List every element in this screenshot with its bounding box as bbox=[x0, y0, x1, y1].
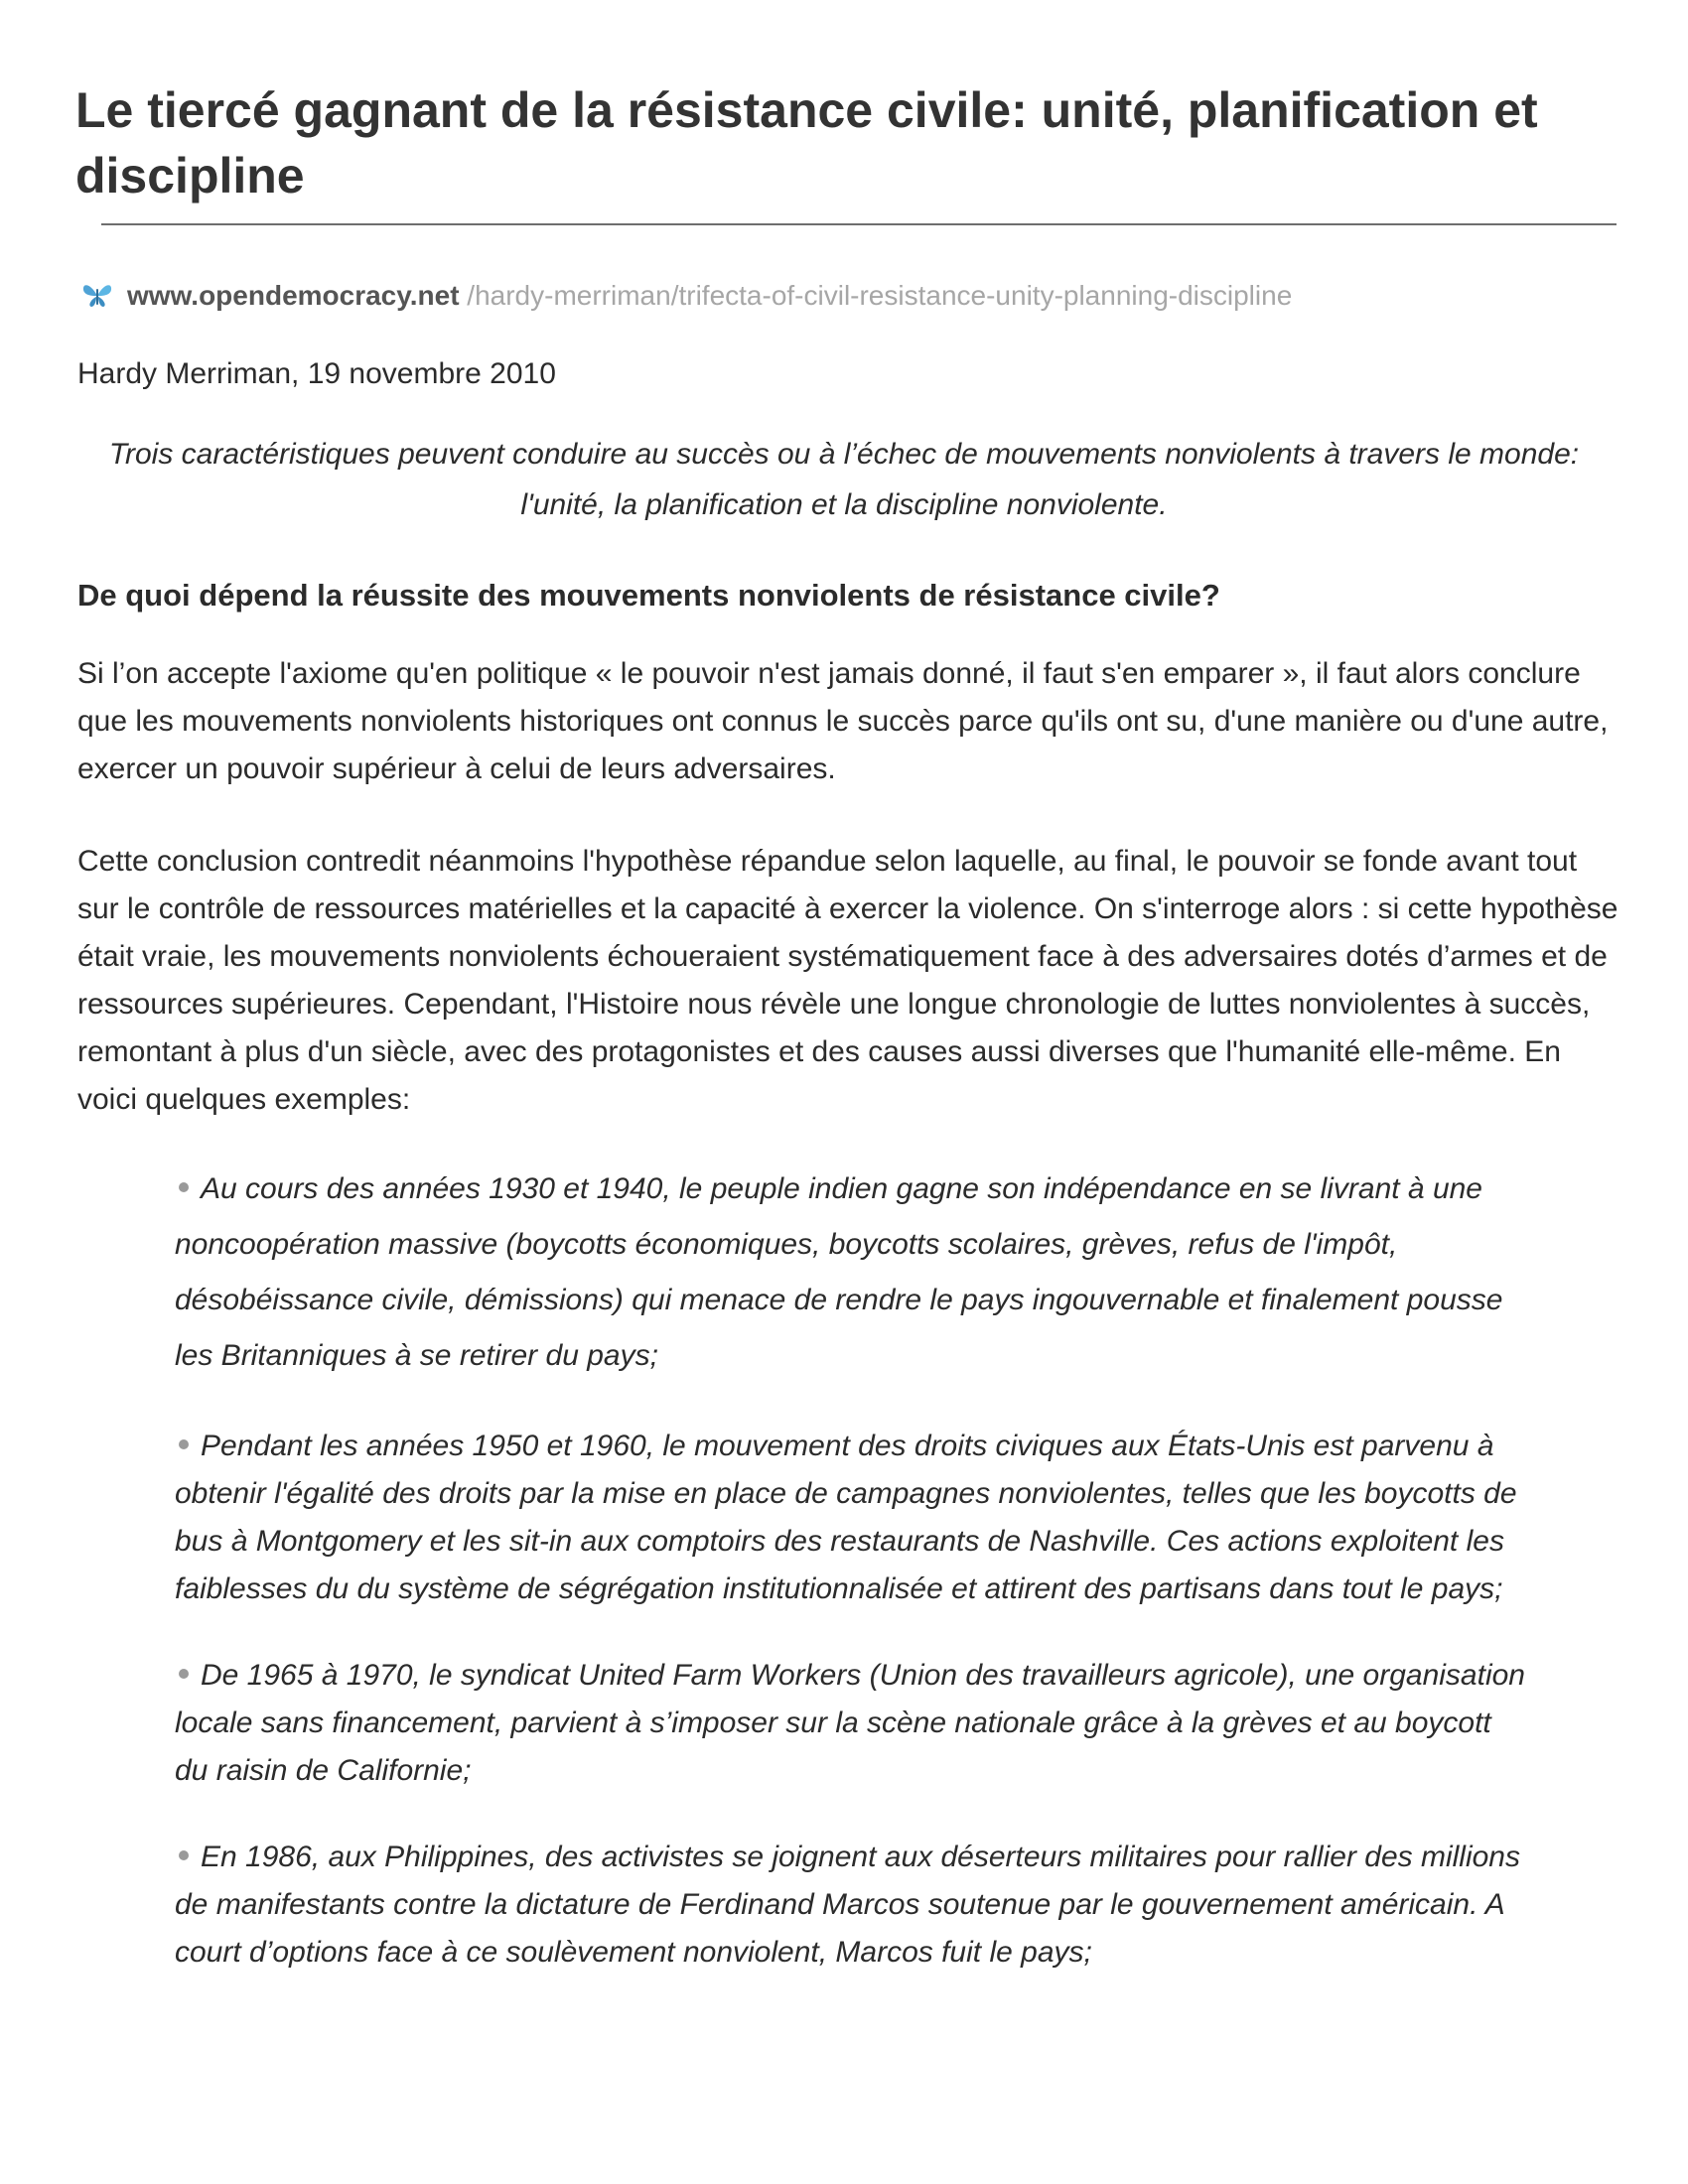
list-item-text: De 1965 à 1970, le syndicat United Farm Workers (Union des travailleurs agricole), une organisation locale sans financement, parvient à s’imposer sur la scène nationale grâce à la grèves et au boycott du raisin de Californie; bbox=[175, 1659, 1525, 1787]
list-item-text: En 1986, aux Philippines, des activistes se joignent aux déserteurs militaires pour rallier des millions de manifestants contre la dictature de Ferdinand Marcos soutenue par le gouvernement américain. A court d’options face à ce soulèvement nonviolent, Marcos fuit le pays; bbox=[175, 1841, 1520, 1969]
title-divider bbox=[101, 223, 1617, 225]
bullet-icon bbox=[179, 1439, 189, 1449]
butterfly-icon bbox=[79, 276, 115, 312]
section-heading: De quoi dépend la réussite des mouvements nonviolents de résistance civile? bbox=[77, 578, 1220, 613]
body-paragraph-1: Si l’on accepte l'axiome qu'en politique « le pouvoir n'est jamais donné, il faut s'en emparer », il faut alors conclure que les mouvements nonviolents historiques ont connus le succès parce qu'ils ont su, d'une manière ou d'une autre, exercer un pouvoir supérieur à celui de leurs adversaires. bbox=[77, 657, 1609, 785]
bullet-icon bbox=[179, 1669, 189, 1679]
examples-list bbox=[175, 1161, 1525, 1977]
standfirst: Trois caractéristiques peuvent conduire au succès ou à l’échec de mouvements nonviolents à travers le monde: l'unité, la planification et la discipline nonviolente. bbox=[108, 438, 1580, 521]
list-item bbox=[175, 1161, 1525, 1384]
list-item bbox=[175, 1652, 1525, 1795]
byline: Hardy Merriman, 19 novembre 2010 bbox=[77, 357, 556, 390]
page-title: Le tiercé gagnant de la résistance civile: unité, planification et discipline bbox=[75, 82, 1538, 204]
body-paragraph-2: Cette conclusion contredit néanmoins l'hypothèse répandue selon laquelle, au final, le pouvoir se fonde avant tout sur le contrôle de ressources matérielles et la capacité à exercer la violence. On s'interroge alors : si cette hypothèse était vraie, les mouvements nonviolents échoueraient systématiquement face à des adversaires dotés d’armes et de ressources supérieures. Cependant, l'Histoire nous révèle une longue chronologie de luttes nonviolentes à succès, remontant à plus d'un siècle, avec des protagonistes et des causes aussi diverses que l'humanité elle-même. En voici quelques exemples: bbox=[77, 845, 1618, 1116]
bullet-icon bbox=[179, 1850, 189, 1860]
list-item-text: Au cours des années 1930 et 1940, le peuple indien gagne son indépendance en se livrant à une noncoopération massive (boycotts économiques, boycotts scolaires, grèves, refus de l'impôt, désobéissance civile, démissions) qui menace de rendre le pays ingouvernable et finalement pousse les Britanniques à se retirer du pays; bbox=[175, 1172, 1503, 1372]
bullet-icon bbox=[179, 1182, 189, 1192]
source-path-link[interactable]: /hardy-merriman/trifecta-of-civil-resistance-unity-planning-discipline bbox=[459, 280, 1293, 311]
list-item bbox=[175, 1834, 1525, 1977]
source-line bbox=[79, 276, 1628, 316]
list-item bbox=[175, 1423, 1525, 1613]
list-item-text: Pendant les années 1950 et 1960, le mouvement des droits civiques aux États-Unis est parvenu à obtenir l'égalité des droits par la mise en place de campagnes nonviolentes, telles que les boycotts de bus à Montgomery et les sit-in aux comptoirs des restaurants de Nashville. Ces actions exploitent les faiblesses du du système de ségrégation institutionnalisée et attirent des partisans dans tout le pays; bbox=[175, 1430, 1517, 1605]
source-domain-link[interactable]: www.opendemocracy.net bbox=[127, 280, 460, 311]
